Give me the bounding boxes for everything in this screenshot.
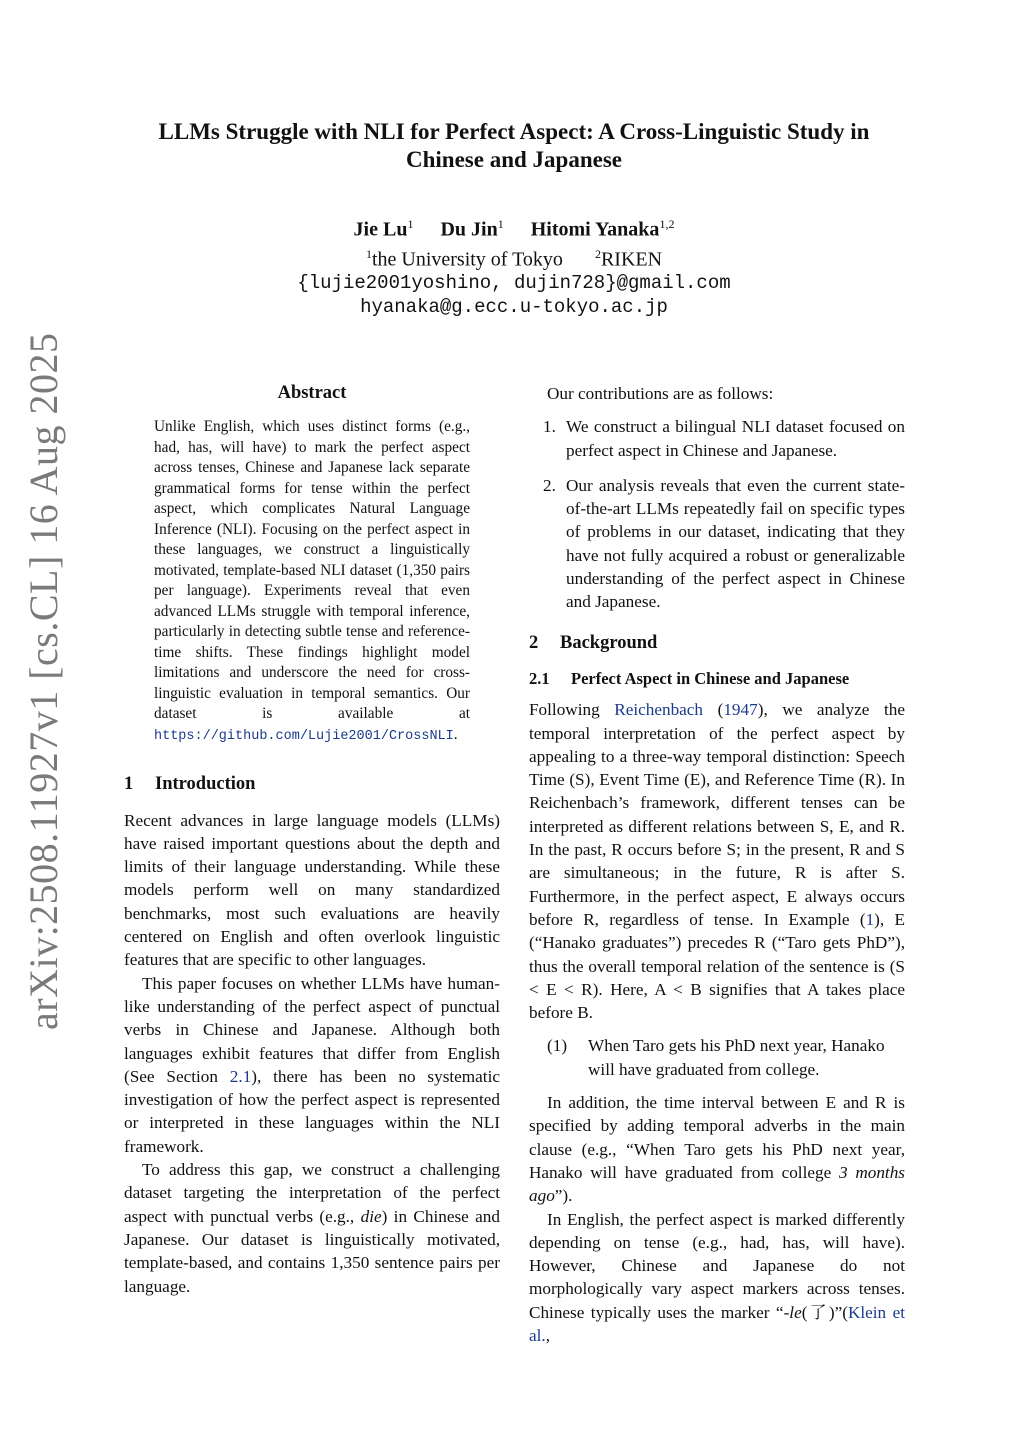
text-run: ), E (“Hanako graduates”) precedes R (“Taro gets PhD”), thus the overall temporal relation of the sentence is (S < E < R). Here, A < B signifies that A takes place before B. [529, 909, 905, 1023]
abstract-heading: Abstract [277, 383, 347, 403]
text-run: , [545, 1325, 550, 1345]
subsection-number: 2.1 [529, 668, 550, 688]
affiliation-number: 2 [594, 246, 601, 261]
list-number: 2. [543, 475, 556, 495]
author-affiliation-mark: 1 [407, 217, 414, 231]
author-affiliation-mark: 1,2 [659, 217, 675, 231]
abstract-end: . [453, 725, 458, 743]
left-column [124, 382, 500, 1298]
emphasis: 3 months ago [529, 1162, 905, 1206]
emphasis: le [789, 1302, 802, 1322]
list-item [529, 474, 905, 614]
list-item [529, 415, 905, 462]
contributions-lead: Our contributions are as follows: [547, 384, 774, 403]
citation-link[interactable]: Reichenbach [614, 700, 704, 720]
background-paragraph [529, 1091, 905, 1207]
subsection-heading [529, 667, 905, 690]
text-run: Following [529, 700, 615, 720]
affiliation-number: 1 [365, 246, 372, 261]
section-heading-background [529, 632, 905, 655]
background-paragraph [529, 1208, 905, 1348]
contributions-list [529, 415, 905, 613]
section-title: Introduction [155, 774, 256, 795]
intro-paragraph [124, 972, 500, 1158]
right-column [529, 382, 905, 1347]
citation-link[interactable]: Klein et al. [529, 1302, 905, 1345]
affiliation-name: RIKEN [600, 248, 663, 271]
author-names [110, 212, 918, 242]
arxiv-identifier: arXiv:2508.11927v1 [cs.CL] 16 Aug 2025 [21, 332, 66, 1030]
text-run: In addition, the time interval between E and R is specified by adding temporal adverbs in the main clause (e.g., “When Taro gets his PhD next year, Hanako will have graduated from college [529, 1093, 905, 1182]
affiliation-name: the University of Tokyo [371, 248, 563, 271]
affiliations [110, 242, 918, 272]
author-name: Du Jin [440, 218, 498, 241]
section-number: 1 [124, 774, 134, 795]
title-line-2: Chinese and Japanese [406, 147, 622, 172]
dataset-link[interactable]: https://github.com/Lujie2001/CrossNLI [154, 728, 454, 744]
author-name: Jie Lu [353, 218, 408, 241]
text-run: This paper focuses on whether LLMs have human-like understanding of the perfect aspect of punctual verbs in Chinese and Japanese. Although both languages exhibit features that differ from English (See Section [124, 973, 500, 1086]
author-name: Hitomi Yanaka [530, 218, 660, 241]
list-text: Our analysis reveals that even the current state-of-the-art LLMs repeatedly fail on specific types of problems in our dataset, indicating that they have not fully acquired a robust or generalizable understanding of the perfect aspect in Chinese and Japanese. [566, 475, 905, 612]
abstract-body [154, 417, 470, 747]
intro-paragraph: Recent advances in large language models (LLMs) have raised important questions about the depth and limits of their language understanding. While these models perform well on many standardized benchmarks, most such evaluations are heavily centered on English and often overlook linguistic features that are specific to other languages. [124, 810, 500, 970]
example-text: When Taro gets his PhD next year, Hanako will have graduated from college. [588, 1036, 885, 1079]
text-run: (了)”( [801, 1302, 848, 1322]
author-block [110, 212, 918, 319]
text-run: In English, the perfect aspect is marked differently depending on tense (e.g., had, has, will have). However, Chinese and Japanese do not morphologically vary aspect markers across tenses. Chinese typically uses the marker “- [529, 1209, 905, 1322]
example-reference-link[interactable]: 1 [865, 909, 875, 929]
email-line: {lujie2001yoshino, dujin728}@gmail.com [297, 272, 731, 295]
intro-paragraph [124, 1158, 500, 1298]
text-run: , we analyze the temporal interpretation of the perfect aspect by appealing to a three-way temporal distinction: Speech Time (S), Event Time (E), and Reference Time (R). In Reichenbach’s framework, different tenses can be interpreted as different relations between S, E, and R. In the past, R occurs before S; in the present, R and S are simultaneous; in the future, R is after S. Furthermore, in the perfect aspect, E always occurs before R, regardless of tense. In Example ( [529, 700, 905, 929]
text-run: ) in Chinese and Japanese. Our dataset is linguistically motivated, template-based, and contains 1,350 sentence pairs per language. [124, 1206, 500, 1296]
author-affiliation-mark: 1 [497, 217, 504, 231]
title-line-1: LLMs Struggle with NLI for Perfect Aspect: A Cross-Linguistic Study in [158, 119, 870, 144]
background-paragraph: Following Reichenbach (1947), we analyze the temporal interpretation of the perfect aspect by appealing to a three-way temporal distinction: Speech Time (S), Event Time (E), and Reference Time (R). In Reichenbach’s framework, different tenses can be interpreted as different relations between S, E, and R. In the past, R occurs before S; in the present, R and S are simultaneous; in the future, R is after S. Furthermore, in the perfect aspect, E always occurs before R, regardless of tense. In Example (1), E (“Hanako graduates”) precedes R (“Taro gets PhD”), thus the overall temporal relation of the sentence is (S < E < R). Here, A < B signifies that A takes place before B. [529, 700, 905, 1023]
section-reference-link[interactable]: 2.1 [229, 1066, 252, 1086]
email-line: hyanaka@g.ecc.u-tokyo.ac.jp [360, 296, 668, 319]
text-run: To address this gap, we construct a challenging dataset targeting the interpretation of the perfect aspect with punctual verbs (e.g., [124, 1160, 500, 1226]
section-heading-introduction [124, 773, 500, 796]
paper-title [110, 118, 918, 174]
example-number: (1) [547, 1036, 568, 1056]
list-text: We construct a bilingual NLI dataset focused on perfect aspect in Chinese and Japanese. [566, 417, 905, 460]
subsection-title: Perfect Aspect in Chinese and Japanese [571, 668, 850, 688]
list-number: 1. [543, 417, 556, 437]
abstract-text: Unlike English, which uses distinct forms (e.g., had, has, will have) to mark the perfect aspect across tenses, Chinese and Japanese lack separate grammatical forms for tense within the perfect aspect, which complicates Natural Language Inference (NLI). Focusing on the perfect aspect in these languages, we construct a linguistically motivated, template-based NLI dataset (1,350 pairs per language). Experiments reveal that even advanced LLMs struggle with temporal inference, particularly in detecting subtle tense and reference-time shifts. These findings highlight model limitations and underscore the need for cross-linguistic evaluation in temporal semantics. Our dataset is available at [154, 418, 470, 723]
text-run: ”). [554, 1186, 573, 1206]
citation-year-link[interactable]: 1947 [723, 700, 758, 720]
text-run: ), there has been no systematic investigation of how the perfect aspect is represented or interpreted in these languages within the NLI framework. [124, 1066, 500, 1156]
section-title: Background [560, 632, 658, 653]
emphasis: die [360, 1206, 382, 1226]
example-1 [529, 1034, 905, 1081]
section-number: 2 [529, 632, 539, 653]
